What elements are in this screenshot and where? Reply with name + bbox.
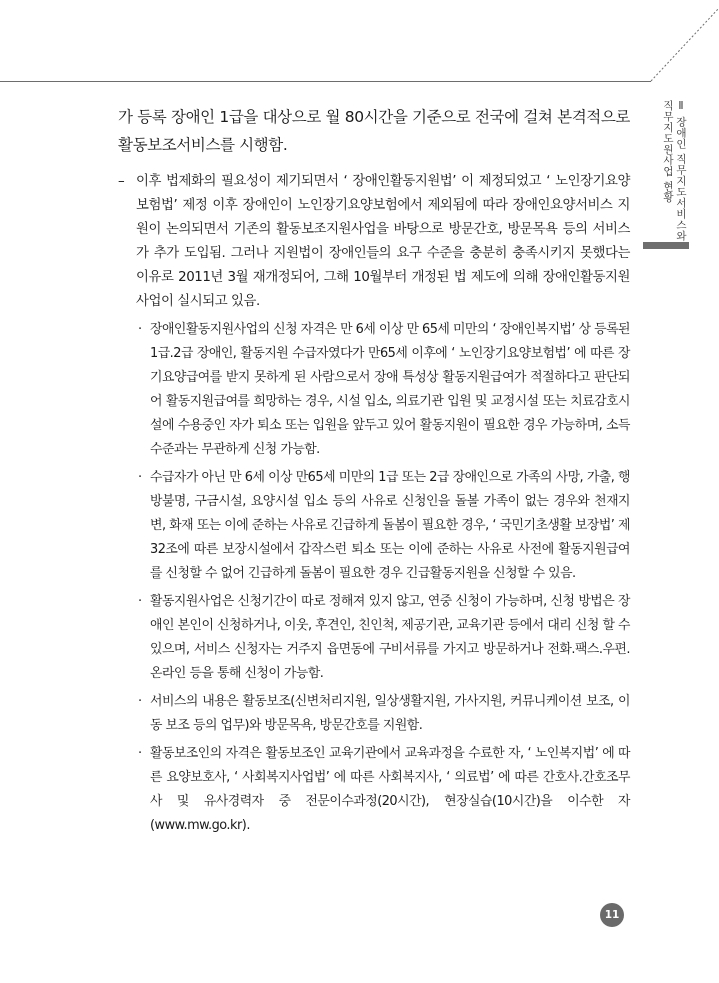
bullet-text: 장애인활동지원사업의 신청 자격은 만 6세 이상 만 65세 미만의 ‘ 장애인복지법’ 상 등록된 1급.2급 장애인, 활동지원 수급자였다가 만65세 이후에 ‘ 노인장기요양보험법’ 에 따른 장기요양급여를 받지 못하게 된 사람으로서 장애 특성상 활동지원급여가 적절하다고 판단되어 활동지원급여를 희망하는 경우, 시설 입소, 의료기관 입원 및 교정시설 또는 치료감호시설에 수용중인 자가 퇴소 또는 입원을 앞두고 있어 활동지원이 필요한 경우 가능하며, 소득수준과는 무관하게 신청 가능함.: [150, 322, 630, 457]
page-number-badge: 11: [600, 903, 624, 927]
bullet-text: 수급자가 아닌 만 6세 이상 만65세 미만의 1급 또는 2급 장애인으로 가족의 사망, 가출, 행방불명, 구금시설, 요양시설 입소 등의 사유로 신청인을 돌볼 가족이 없는 경우와 천재지변, 화재 또는 이에 준하는 사유로 긴급하게 돌봄이 필요한 경우, ‘ 국민기초생활 보장법’ 제32조에 따른 보장시설에서 갑작스런 퇴소 또는 이에 준하는 사유로 사전에 활동지원급여를 신청할 수 없어 긴급하게 돌봄이 필요한 경우 긴급활동지원을 신청할 수 있음.: [150, 470, 630, 581]
bullet-item: [138, 690, 630, 738]
bullet-marker: ·: [138, 746, 142, 761]
bullet-marker: ·: [138, 594, 142, 609]
bullet-text: 활동지원사업은 신청기간이 따로 정해져 있지 않고, 연중 신청이 가능하며, 신청 방법은 장애인 본인이 신청하거나, 이웃, 후견인, 친인척, 제공기관, 교육기관 등에서 대리 신청 할 수 있으며, 서비스 신청자는 거주지 읍면동에 구비서류를 가지고 방문하거나 전화.팩스.우편.온라인 등을 통해 신청이 가능함.: [150, 594, 630, 681]
bullet-text: 활동보조인의 자격은 활동보조인 교육기관에서 교육과정을 수료한 자, ‘ 노인복지법’ 에 따른 요양보호사, ‘ 사회복지사업법’ 에 따른 사회복지사, ‘ 의료법’ 에 따른 간호사.간호조무사 및 유사경력자 중 전문이수과정(20시간), 현장실습(10시간)을 이수한 자(www.mw.go.kr).: [150, 746, 630, 833]
bullet-marker: ·: [138, 470, 142, 485]
bullet-text: 서비스의 내용은 활동보조(신변처리지원, 일상생활지원, 가사지원, 커뮤니케이션 보조, 이동 보조 등의 업무)와 방문목욕, 방문간호를 지원함.: [150, 694, 630, 733]
lead-paragraph: 가 등록 장애인 1급을 대상으로 월 80시간을 기준으로 전국에 걸쳐 본격적으로 활동보조서비스를 시행함.: [118, 108, 630, 154]
bullet-item: [138, 742, 630, 838]
bullet-marker: ·: [138, 322, 142, 337]
bullet-item: [138, 590, 630, 686]
page-content: [118, 103, 630, 842]
section-side-tab: Ⅱ 장애인 직무지도서비스와 직무지도원사업 현황: [662, 100, 687, 242]
dash-paragraph: [118, 170, 630, 314]
dash-marker: –: [118, 174, 125, 189]
side-tab-bar: [643, 242, 689, 249]
bullet-marker: ·: [138, 694, 142, 709]
dash-paragraph-text: 이후 법제화의 필요성이 제기되면서 ‘ 장애인활동지원법’ 이 제정되었고 ‘ 노인장기요양보험법’ 제정 이후 장애인이 노인장기요양보험에서 제외됨에 따라 장애인요양서비스 지원이 논의되면서 기존의 활동보조지원사업을 바탕으로 방문간호, 방문목욕 등의 서비스가 추가 도입됨. 그러나 지원법이 장애인들의 요구 수준을 충분히 충족시키지 못했다는 이유로 2011년 3월 재개정되어, 그해 10월부터 개정된 법 제도에 의해 장애인활동지원사업이 실시되고 있음.: [136, 174, 630, 309]
bullet-item: [138, 318, 630, 462]
bullet-item: [138, 466, 630, 586]
